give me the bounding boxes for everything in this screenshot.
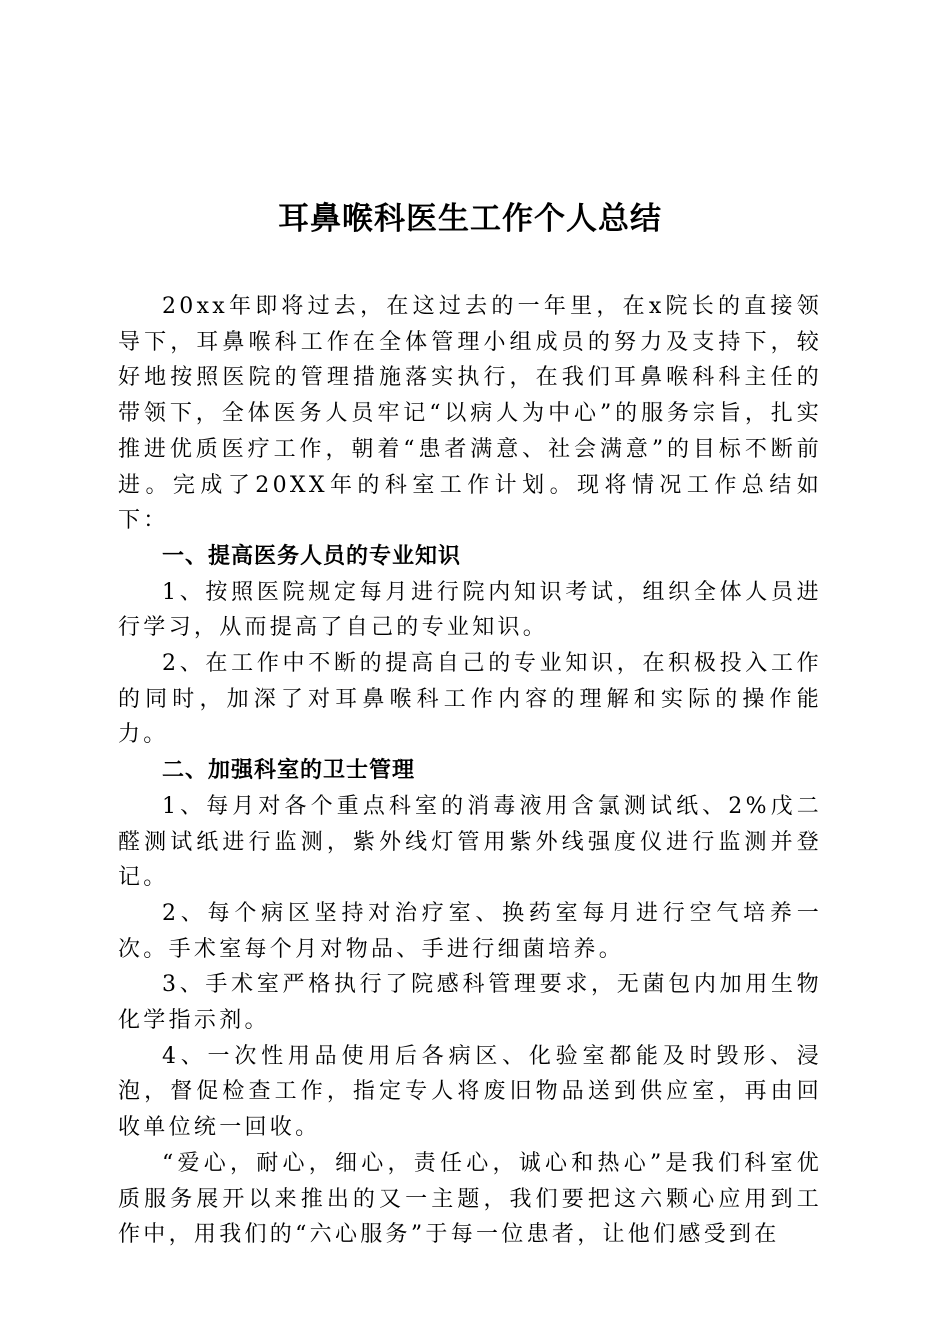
section-1-item-1: 1、按照医院规定每月进行院内知识考试，组织全体人员进行学习，从而提高了自己的专业知识。 bbox=[118, 579, 822, 641]
six-hearts-paragraph: “爱心，耐心，细心，责任心，诚心和热心”是我们科室优质服务展开以来推出的又一主题，我们要把这六颗心应用到工作中，用我们的“六心服务”于每一位患者，让他们感受到在 bbox=[118, 1150, 822, 1248]
document-title: 耳鼻喉科医生工作个人总结 bbox=[278, 201, 662, 237]
section-2-item-3: 3、手术室严格执行了院感科管理要求，无菌包内加用生物化学指示剂。 bbox=[118, 972, 822, 1034]
section-2-item-4: 4、一次性用品使用后各病区、化验室都能及时毁形、浸泡，督促检查工作，指定专人将废旧物品送到供应室，再由回收单位统一回收。 bbox=[118, 1043, 822, 1141]
section-2-item-1: 1、每月对各个重点科室的消毒液用含氯测试纸、2%戊二醛测试纸进行监测，紫外线灯管用紫外线强度仪进行监测并登记。 bbox=[118, 793, 822, 891]
intro-paragraph: 20xx年即将过去，在这过去的一年里，在x院长的直接领导下，耳鼻喉科工作在全体管理小组成员的努力及支持下，较好地按照医院的管理措施落实执行，在我们耳鼻喉科科主任的带领下，全体医务人员牢记“以病人为中心”的服务宗旨，扎实推进优质医疗工作，朝着“患者满意、社会满意”的目标不断前进。完成了20XX年的科室工作计划。现将情况工作总结如下： bbox=[118, 294, 822, 534]
section-heading-1: 一、提高医务人员的专业知识 bbox=[162, 543, 462, 569]
document-body bbox=[118, 289, 822, 1253]
section-2-item-2: 2、每个病区坚持对治疗室、换药室每月进行空气培养一次。手术室每个月对物品、手进行细菌培养。 bbox=[118, 900, 822, 962]
section-1-item-2: 2、在工作中不断的提高自己的专业知识，在积极投入工作的同时，加深了对耳鼻喉科工作内容的理解和实际的操作能力。 bbox=[118, 651, 822, 748]
section-heading-2: 二、加强科室的卫士管理 bbox=[162, 758, 416, 784]
